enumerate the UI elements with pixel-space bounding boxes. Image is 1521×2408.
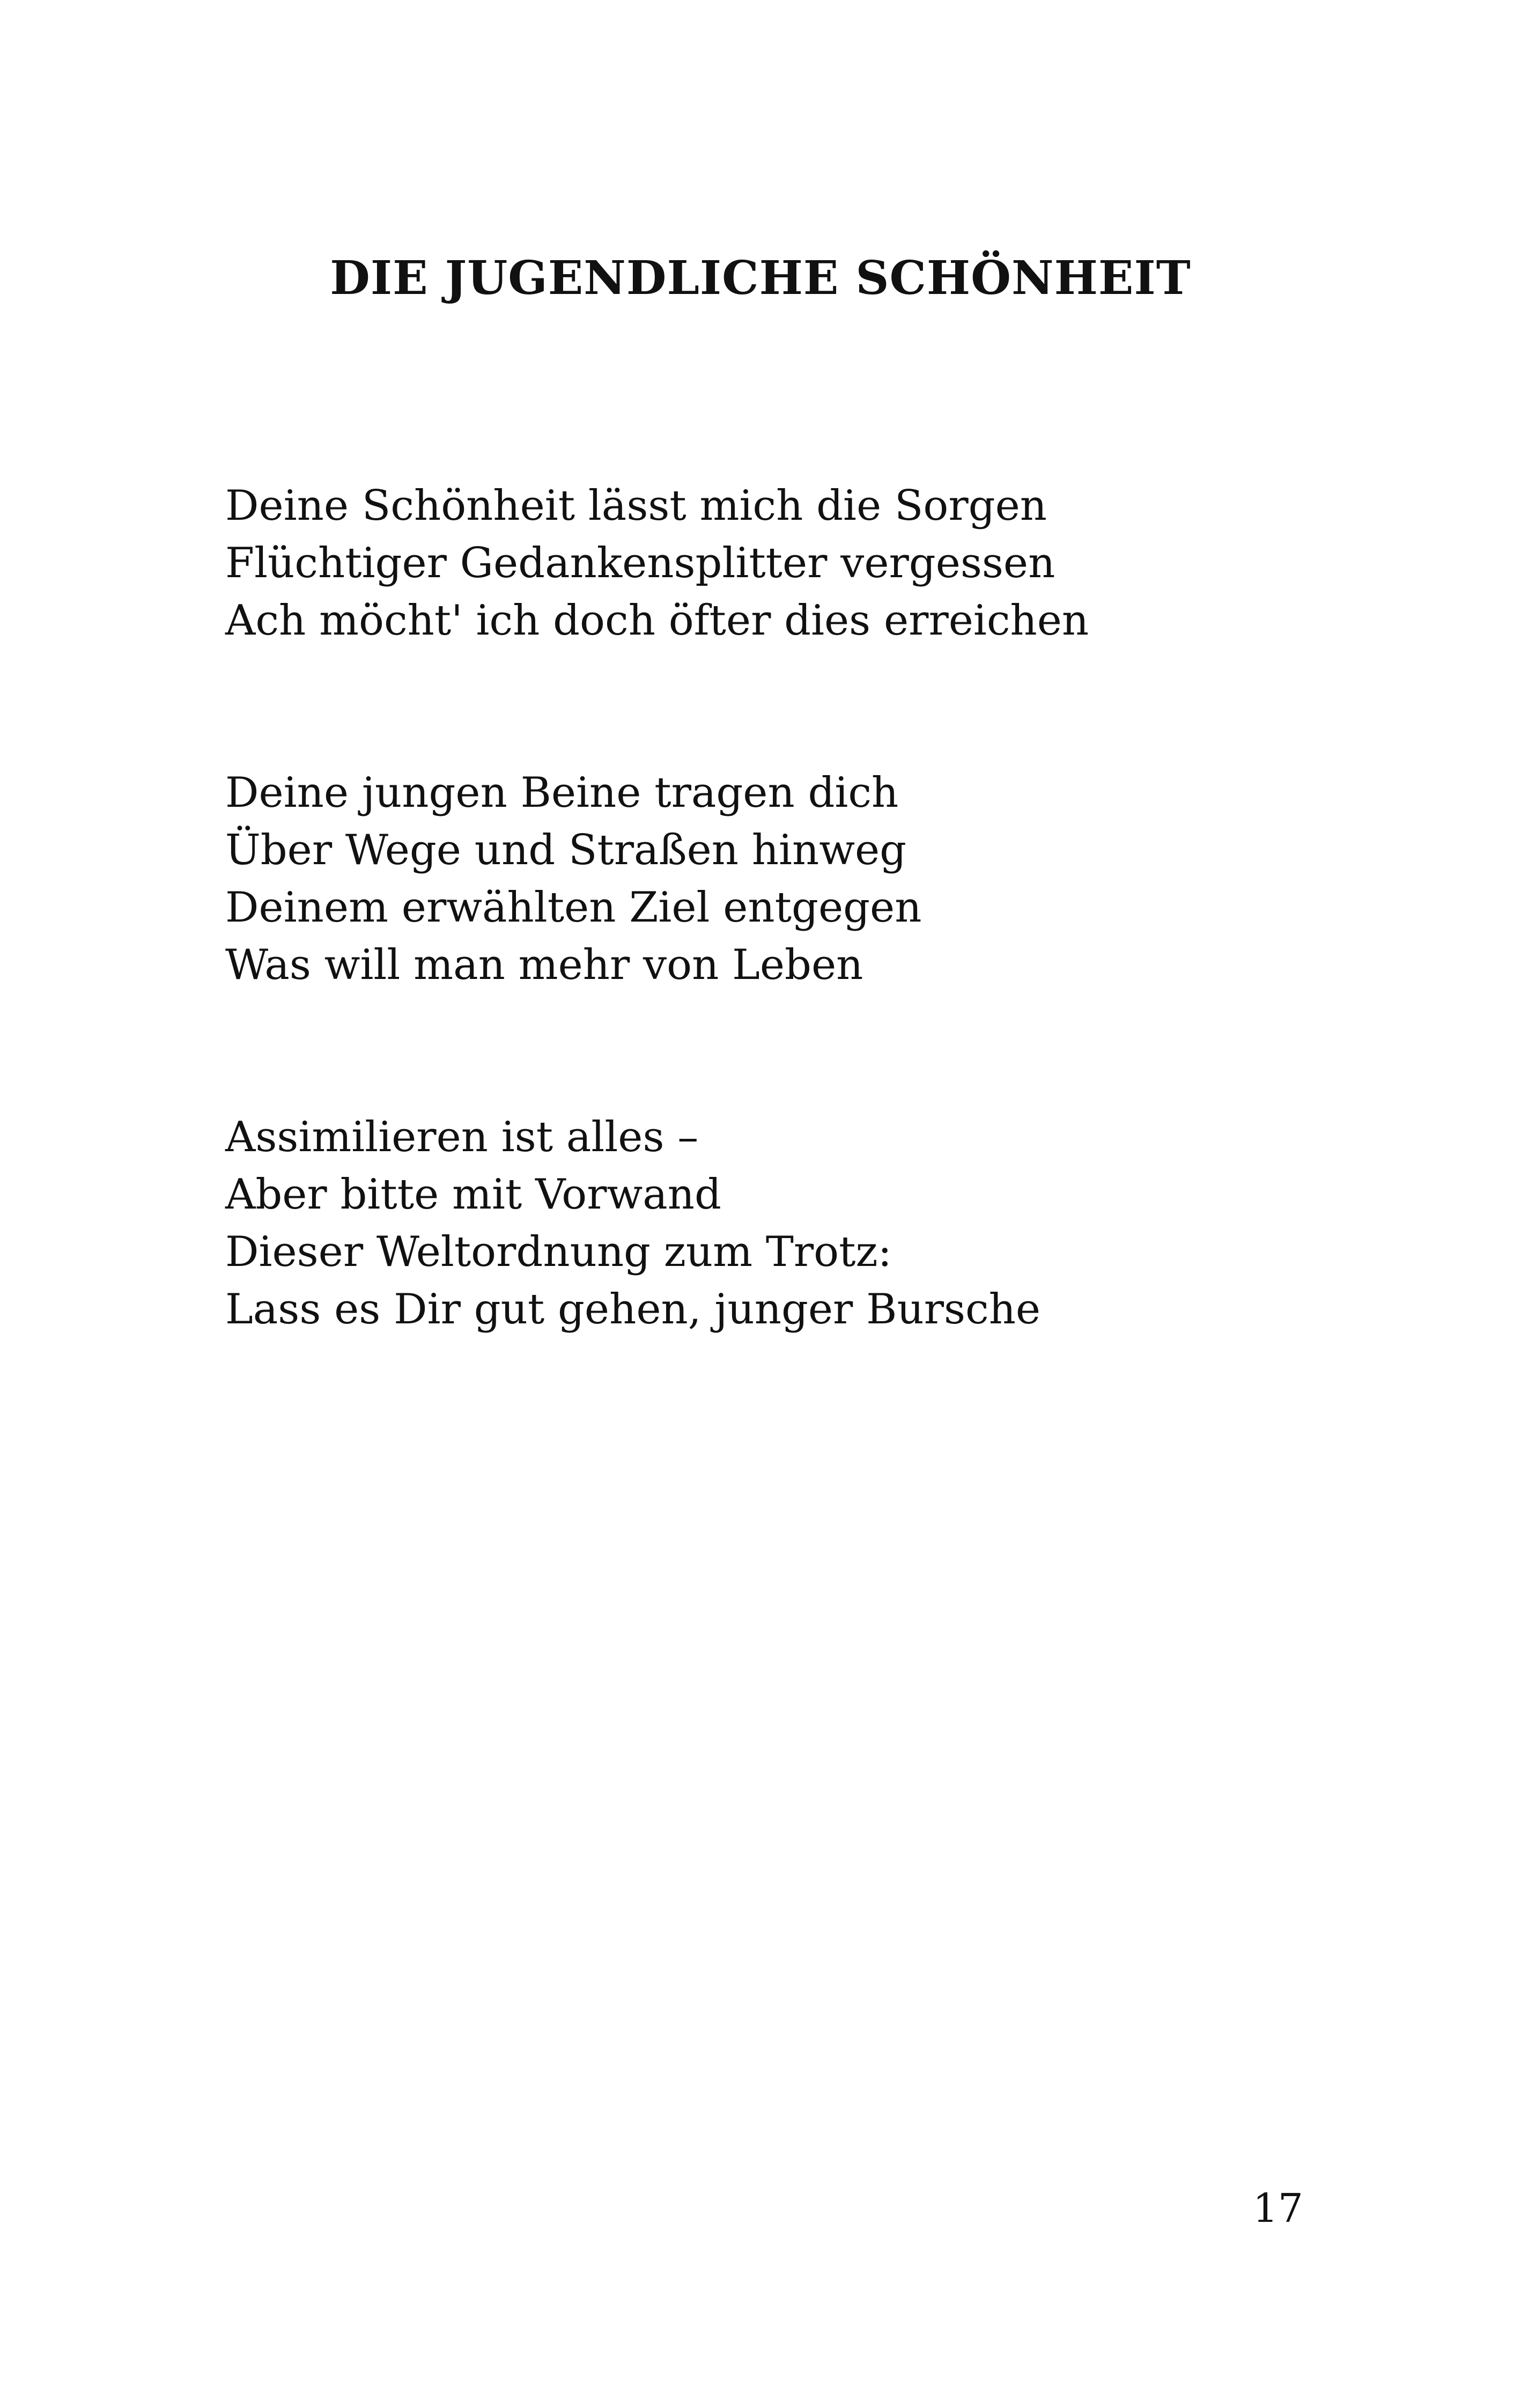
poem-body xyxy=(225,477,1352,1338)
poem-line: Aber bitte mit Vorwand xyxy=(225,1170,721,1219)
poem-line: Über Wege und Straßen hinweg xyxy=(225,826,907,874)
poem-line: Was will man mehr von Leben xyxy=(225,941,863,989)
poem-line: Lass es Dir gut gehen, junger Bursche xyxy=(225,1285,1041,1334)
poem-title: DIE JUGENDLICHE SCHÖNHEIT xyxy=(330,251,1191,305)
page-number: 17 xyxy=(1252,2185,1303,2232)
poem-line: Assimilieren ist alles – xyxy=(225,1113,699,1161)
stanza-2 xyxy=(225,764,1352,994)
poem-line: Dieser Weltordnung zum Trotz: xyxy=(225,1228,892,1276)
poem-line: Ach möcht' ich doch öfter dies erreichen xyxy=(225,597,1089,645)
poem-line: Deinem erwählten Ziel entgegen xyxy=(225,883,922,932)
poem-line: Flüchtiger Gedankensplitter vergessen xyxy=(225,539,1055,587)
stanza-1 xyxy=(225,477,1352,650)
poem-line: Deine Schönheit lässt mich die Sorgen xyxy=(225,482,1047,530)
stanza-3 xyxy=(225,1109,1352,1338)
poem-line: Deine jungen Beine tragen dich xyxy=(225,769,899,817)
